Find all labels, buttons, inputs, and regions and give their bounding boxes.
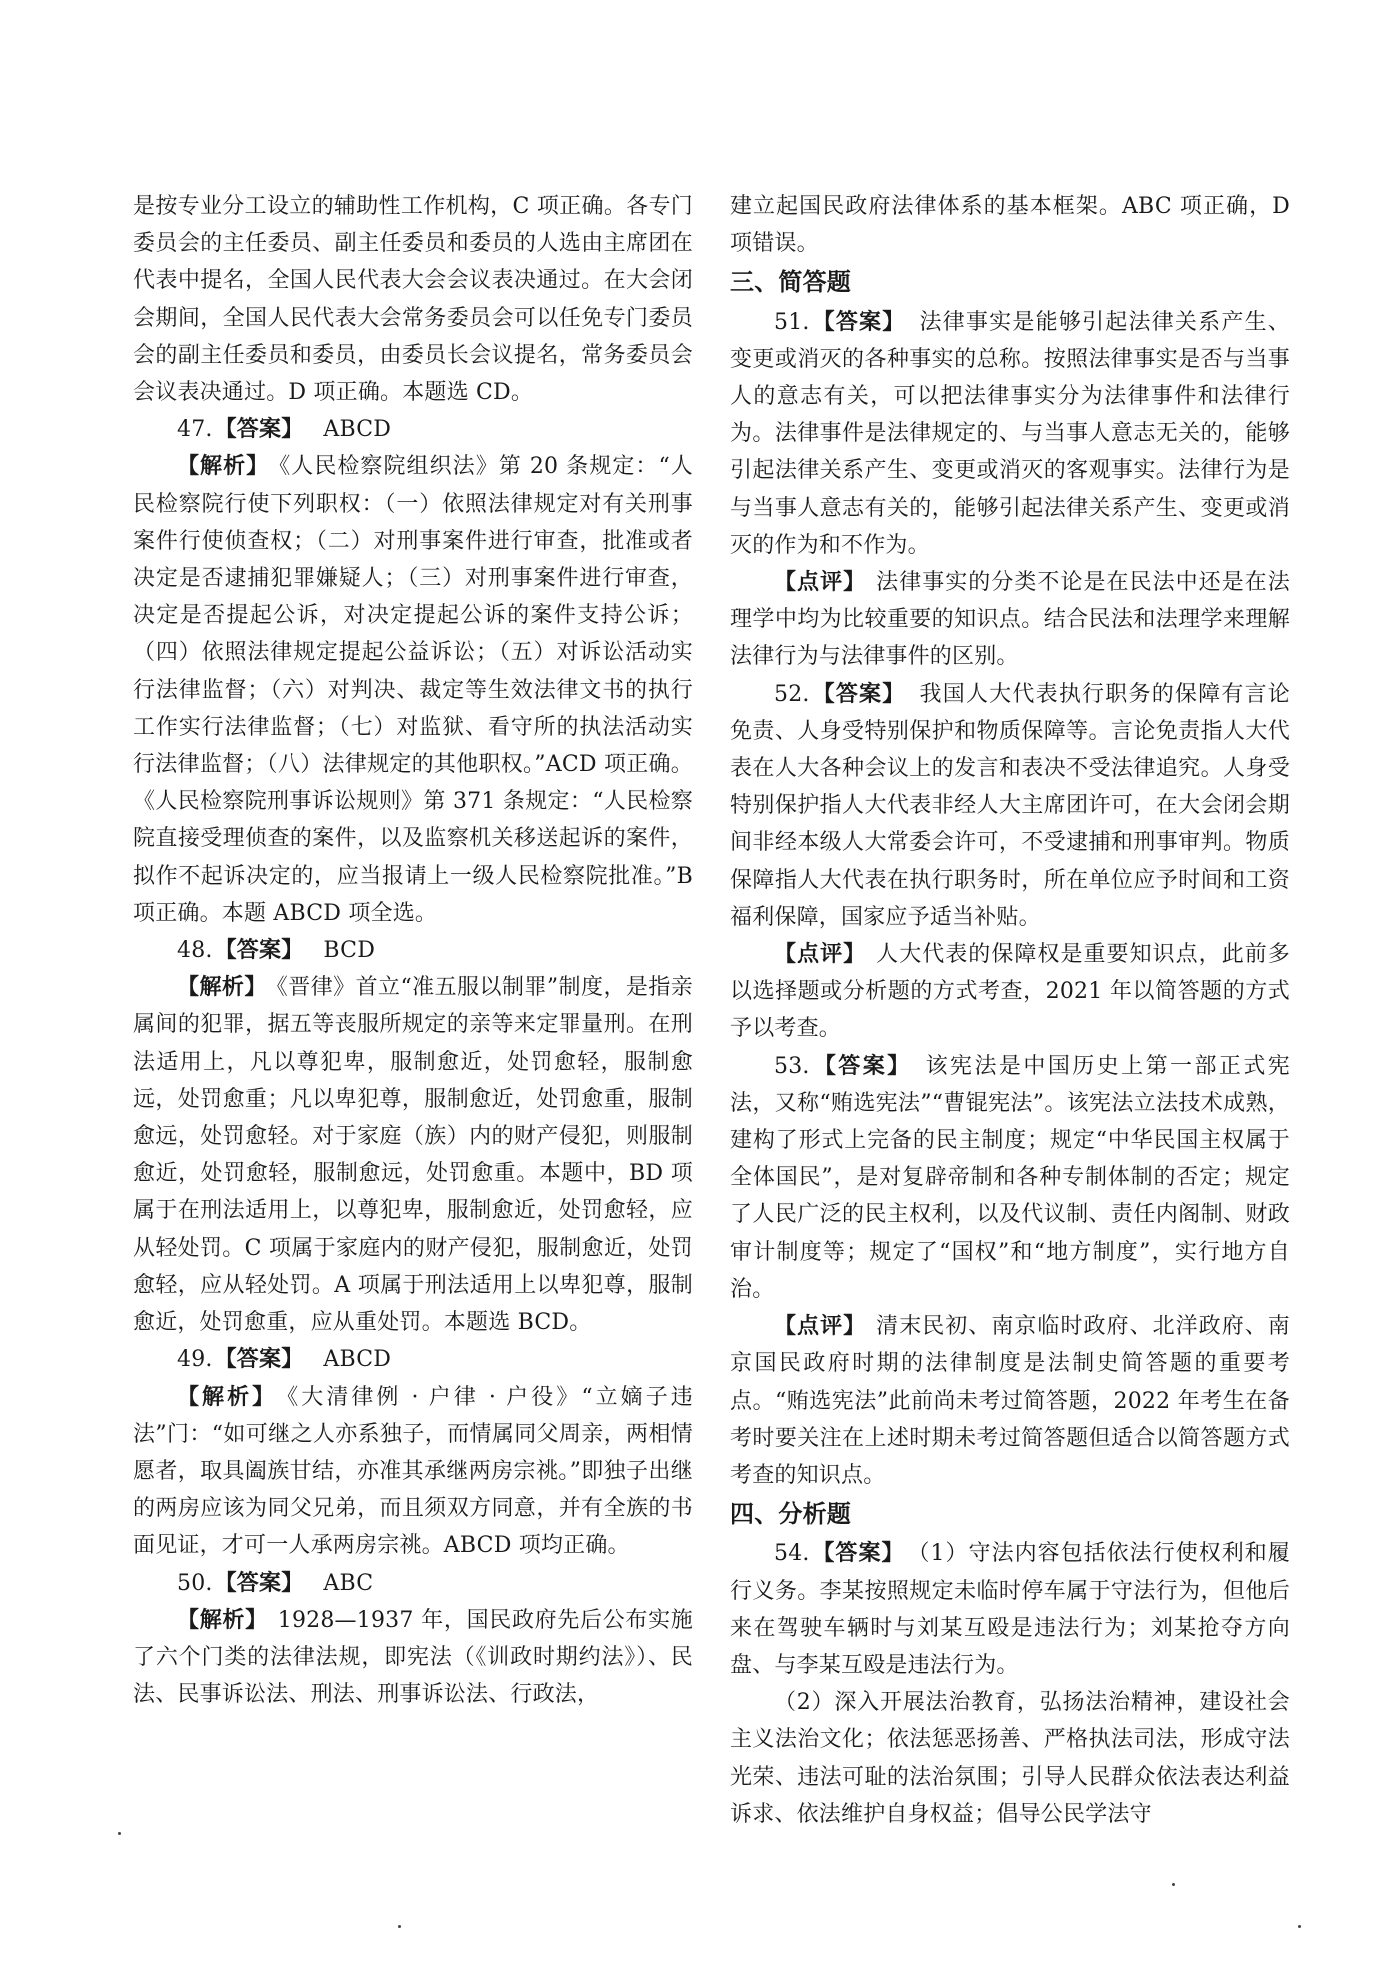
analysis-47 [133,448,693,932]
analysis-label: 【解析】 [177,1607,268,1633]
analysis-49 [133,1379,693,1565]
analysis-text: 1928—1937 年，国民政府先后公布实施了六个门类的法律法规，即宪法（《训政时期约法》）、民法、民事诉讼法、刑法、刑事诉讼法、行政法， [133,1607,693,1708]
comment-text: 人大代表的保障权是重要知识点，此前多以选择题或分析题的方式考查，2021 年以简答题的方式予以考查。 [730,942,1290,1042]
answer-tag: 【答案】 [811,681,906,707]
answer-text: （1）守法内容包括依法行使权利和履行义务。李某按照规定未临时停车属于守法行为，但他后来在驾驶车辆时与刘某互殴是违法行为；刘某抢夺方向盘、与李某互殴是违法行为。 [730,1541,1290,1678]
answer-47 [133,411,693,448]
analysis-label: 【解析】 [177,1384,278,1410]
question-number: 50. [177,1570,213,1596]
comment-text: 清末民初、南京临时政府、北洋政府、南京国民政府时期的法律制度是法制史简答题的重要考点。“贿选宪法”此前尚未考过简答题，2022 年考生在备考时要关注在上述时期未考过简答题但适合以简答题方式考查的知识点。 [730,1314,1290,1488]
scan-speck [398,1925,401,1928]
analysis-text: 《人民检察院组织法》第 20 条规定：“人民检察院行使下列职权：（一）依照法律规定对有关刑事案件行使侦查权；（二）对刑事案件进行审查，批准或者决定是否逮捕犯罪嫌疑人；（三）对刑事案件进行审查，决定是否提起公诉，对决定提起公诉的案件支持公诉；（四）依照法律规定提起公益诉讼；（五）对诉讼活动实行法律监督；（六）对判决、裁定等生效法律文书的执行工作实行法律监督；（七）对监狱、看守所的执法活动实行法律监督；（八）法律规定的其他职权。”ACD 项正确。《人民检察院刑事诉讼规则》第 371 条规定：“人民检察院直接受理侦查的案件，以及监察机关移送起诉的案件，拟作不起诉决定的，应当报请上一级人民检察院批准。”B 项正确。本题 ABCD 项全选。 [133,454,693,926]
analysis-text: 《大清律例 · 户律 · 户役》“立嫡子违法”门：“如可继之人亦系独子，而情属同父周亲，两相情愿者，取具阖族甘结，亦准其承继两房宗祧。”即独子出继的两房应该为同父兄弟，而且须双方同意，并有全族的书面见证，才可一人承两房宗祧。ABCD 项均正确。 [133,1384,693,1559]
answer-48 [133,932,693,969]
answer-text: 该宪法是中国历史上第一部正式宪法，又称“贿选宪法”“曹锟宪法”。该宪法立法技术成熟，建构了形式上完备的民主制度；规定“中华民国主权属于全体国民”，是对复辟帝制和各种专制体制的否定；规定了人民广泛的民主权利，以及代议制、责任内阁制、财政审计制度等；规定了“国权”和“地方制度”，实行地方自治。 [730,1053,1290,1302]
answer-text: 我国人大代表执行职务的保障有言论免责、人身受特别保护和物质保障等。言论免责指人大代表在人大各种会议上的发言和表决不受法律追究。人身受特别保护指人大代表非经人大主席团许可，在大会闭会期间非经本级人大常委会许可，不受逮捕和刑事审判。物质保障指人大代表在执行职务时，所在单位应予时间和工资福利保障，国家应予适当补贴。 [730,681,1290,930]
question-number: 48. [177,938,213,964]
section-heading-analysis: 四、分析题 [730,1500,851,1529]
answer-53 [730,1048,1290,1308]
question-number: 54. [774,1541,810,1567]
answer-54 [730,1535,1290,1684]
answer-value: BCD [323,938,376,964]
comment-52 [730,936,1290,1048]
scan-speck [1298,1925,1301,1928]
question-number: 47. [177,417,213,443]
comment-text: 法律事实的分类不论是在民法中还是在法理学中均为比较重要的知识点。结合民法和法理学来理解法律行为与法律事件的区别。 [730,570,1290,670]
comment-53 [730,1308,1290,1494]
answer-tag: 【答案】 [214,417,304,443]
paragraph-50-continuation: 建立起国民政府法律体系的基本框架。ABC 项正确，D 项错误。 [730,194,1290,257]
comment-label: 【点评】 [774,570,867,596]
analysis-label: 【解析】 [177,975,267,1001]
right-column [730,188,1290,1833]
answer-49 [133,1341,693,1378]
paragraph-46-continuation: 是按专业分工设立的辅助性工作机构，C 项正确。各专门委员会的主任委员、副主任委员和委员的人选由主席团在代表中提名，全国人民代表大会会议表决通过。在大会闭会期间，全国人民代表大会常务委员会可以任免专门委员会的副主任委员和委员，由委员长会议提名，常务委员会会议表决通过。D 项正确。本题选 CD。 [133,194,693,406]
comment-label: 【点评】 [774,1314,867,1340]
comment-51 [730,564,1290,676]
section-heading-short-answer: 三、简答题 [730,268,851,297]
question-number: 49. [177,1347,213,1373]
answer-tag: 【答案】 [214,1570,304,1596]
answer-52 [730,676,1290,936]
analysis-label: 【解析】 [177,454,270,480]
scan-speck [1172,1883,1175,1886]
answer-54-part-2: （2）深入开展法治教育，弘扬法治精神，建设社会主义法治文化；依法惩恶扬善、严格执法司法，形成守法光荣、违法可耻的法治氛围；引导人民群众依法表达利益诉求、依法维护自身权益；倡导公民学法守 [730,1690,1290,1827]
answer-50 [133,1565,693,1602]
comment-label: 【点评】 [774,942,867,968]
question-number: 52. [774,681,810,707]
analysis-48 [133,969,693,1341]
answer-tag: 【答案】 [811,1541,905,1567]
answer-value: ABC [323,1570,374,1596]
answer-tag: 【答案】 [811,1053,912,1079]
answer-value: ABCD [323,1347,392,1373]
answer-value: ABCD [323,417,392,443]
question-number: 53. [774,1053,810,1079]
answer-tag: 【答案】 [811,309,906,335]
answer-tag: 【答案】 [214,938,304,964]
answer-tag: 【答案】 [214,1347,304,1373]
left-column [133,188,693,1713]
answer-text: 法律事实是能够引起法律关系产生、变更或消灭的各种事实的总称。按照法律事实是否与当事人的意志有关，可以把法律事实分为法律事件和法律行为。法律事件是法律规定的、与当事人意志无关的，能够引起法律关系产生、变更或消灭的客观事实。法律行为是与当事人意志有关的，能够引起法律关系产生、变更或消灭的作为和不作为。 [730,309,1290,558]
scan-speck [118,1832,121,1835]
question-number: 51. [774,309,810,335]
analysis-text: 《晋律》首立“准五服以制罪”制度，是指亲属间的犯罪，据五等丧服所规定的亲等来定罪量刑。在刑法适用上，凡以尊犯卑，服制愈近，处罚愈轻，服制愈远，处罚愈重；凡以卑犯尊，服制愈近，处罚愈重，服制愈远，处罚愈轻。对于家庭（族）内的财产侵犯，则服制愈近，处罚愈轻，服制愈远，处罚愈重。本题中，BD 项属于在刑法适用上，以尊犯卑，服制愈近，处罚愈轻，应从轻处罚。C 项属于家庭内的财产侵犯，服制愈近，处罚愈轻，应从轻处罚。A 项属于刑法适用上以卑犯尊，服制愈近，处罚愈重，应从重处罚。本题选 BCD。 [133,975,693,1336]
analysis-50 [133,1602,693,1714]
answer-51 [730,304,1290,564]
